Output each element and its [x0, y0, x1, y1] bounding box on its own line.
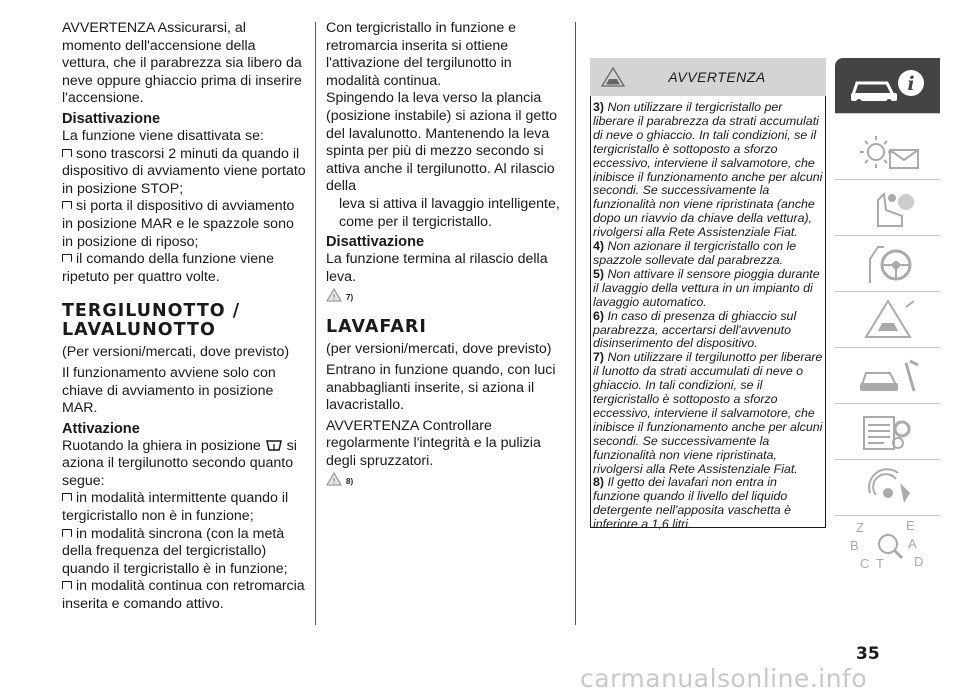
column-divider	[575, 22, 576, 625]
bullet-icon	[62, 201, 72, 209]
warning-triangle-icon	[326, 288, 342, 302]
column-middle	[326, 20, 564, 494]
index-letter: D	[913, 554, 923, 569]
warning-item: 7) Non utilizzare il tergilunotto per liberare il lunotto da strati accumulati di neve o ghiaccio. In tali condizioni, se il tergicristallo è sottoposto a sforzo eccessivo, interviene il salvamotore, che inibisce il funzionamento anche per alcuni secondi. Se successivamente la funzionalità non viene ripristinata, rivolgersi alla Rete Assistenziale Fiat.	[593, 350, 823, 476]
heading-disattivazione: Disattivazione	[326, 234, 425, 251]
warning-item: 5) Non attivare il sensore pioggia durante il lavaggio della vettura in un impianto di lavaggio automatico.	[593, 266, 820, 309]
watermark: carmanualsonline.info	[580, 664, 868, 692]
paragraph: La funzione termina al rilascio della leva.	[326, 251, 548, 285]
warning-text	[593, 101, 824, 532]
specs-gear-icon[interactable]	[835, 404, 940, 460]
lights-warning-icon[interactable]	[835, 124, 940, 180]
index-letter: A	[907, 536, 917, 551]
index-letter: C	[859, 556, 869, 571]
car-warning-icon	[600, 66, 626, 88]
list-item: in modalità continua con retromarcia inserita e comando attivo.	[62, 578, 305, 613]
warning-item: 8) Il getto dei lavafari non entra in funzione quando il livello del liquido detergente nell'apposita vaschetta è inferiore a 1,6 litri.	[593, 475, 792, 532]
svg-text:i: i	[906, 72, 915, 95]
heading-disattivazione: Disattivazione	[62, 110, 161, 127]
warning-road-icon[interactable]	[835, 292, 940, 348]
paragraph: Con tergicristallo in funzione e retromarcia inserita si ottiene l'attivazione del tergilunotto in modalità continua.	[326, 20, 517, 89]
car-info-icon[interactable]	[835, 58, 940, 114]
paragraph: (Per versioni/mercati, dove previsto)	[62, 344, 290, 361]
column-left	[62, 20, 306, 614]
warning-reference: ! 7)	[326, 288, 564, 302]
paragraph: (per versioni/mercati, dove previsto)	[326, 341, 552, 358]
list-item: in modalità sincrona (con la metà della frequenza del tergicristallo) quando il tergicristallo è in funzione;	[62, 525, 288, 577]
page-number: 35	[856, 644, 880, 664]
svg-text:!: !	[332, 293, 336, 303]
warning-item: 6) In caso di presenza di ghiaccio sul parabrezza, accertarsi dell'avvenuto disinserimento del dispositivo.	[593, 308, 797, 351]
bullet-icon	[62, 529, 72, 537]
car-service-icon[interactable]	[835, 348, 940, 404]
warning-header	[590, 58, 826, 96]
index-letter: B	[849, 538, 859, 553]
index-letter: E	[905, 518, 915, 533]
list-item: in modalità intermittente quando il tergicristallo non è in funzione;	[62, 490, 289, 525]
paragraph: La funzione viene disattivata se:	[62, 127, 264, 144]
heading-lavafari: LAVAFARI	[326, 317, 427, 338]
bullet-icon	[62, 493, 72, 501]
list-item: il comando della funzione viene ripetuto per quattro volte.	[62, 251, 274, 285]
bullet-icon	[62, 149, 72, 157]
column-divider	[315, 22, 316, 625]
paragraph: AVVERTENZA Controllare regolarmente l'integrità e la pulizia degli spruzzatori.	[326, 417, 541, 469]
media-nav-icon[interactable]	[835, 460, 940, 516]
paragraph: leva si attiva il lavaggio intelligente, come per il tergicristallo.	[339, 195, 560, 230]
warning-triangle-icon	[326, 472, 342, 486]
rear-wiper-icon	[265, 438, 283, 452]
steering-wheel-icon[interactable]	[835, 236, 940, 292]
paragraph: Spingendo la leva verso la plancia (posizione instabile) si aziona il getto del lavalunotto. Mantenendo la leva spinta per più di mezzo secondo si attiva anche il tergilunotto. Al rilascio della	[326, 90, 558, 195]
warning-item: 4) Non azionare il tergicristallo con le spazzole sollevate dal parabrezza.	[593, 239, 797, 267]
list-item: si porta il dispositivo di avviamento in posizione MAR e le spazzole sono in posizione di riposo;	[62, 198, 295, 250]
intro-warning-paragraph: AVVERTENZA Assicurarsi, al momento dell'accensione della vettura, che il parabrezza sia libero da neve oppure ghiaccio prima di inserire l'accensione.	[62, 20, 302, 107]
paragraph: Entrano in funzione quando, con luci anabbaglianti inserite, si aziona il lavacristallo.	[326, 361, 556, 414]
heading-attivazione: Attivazione	[62, 420, 140, 437]
warning-reference: ! 8)	[326, 472, 564, 486]
heading-tergilunotto: TERGILUNOTTO / LAVALUNOTTO	[62, 301, 241, 341]
warning-item: 3) Non utilizzare il tergicristallo per liberare il parabrezza da strati accumulati di neve o ghiaccio. In tali condizioni, se il tergicristallo è sottoposto a sforzo eccessivo, interviene il salvamotore, che inibisce il funzionamento anche per alcuni secondi. Se successivamente la funzionalità non viene ripristinata (anche dopo un riavvio da chiave della vettura), rivolgersi alla Rete Assistenziale Fiat.	[593, 100, 823, 240]
chapter-sidebar	[835, 58, 940, 618]
warning-title: AVVERTENZA	[668, 69, 766, 85]
paragraph: Il funzionamento avviene solo con chiave di avviamento in posizione MAR.	[62, 364, 276, 417]
bullet-icon	[62, 581, 72, 589]
index-letter: Z	[855, 520, 864, 535]
index-letter: T	[875, 556, 884, 571]
index-letters-icon[interactable]	[835, 516, 940, 572]
svg-text:!: !	[332, 477, 336, 487]
list-item: sono trascorsi 2 minuti da quando il dispositivo di avviamento viene portato in posizione STOP;	[62, 145, 306, 197]
paragraph: Ruotando la ghiera in posizione si aziona il tergilunotto secondo quanto segue:	[62, 437, 297, 489]
airbag-seat-icon[interactable]	[835, 180, 940, 236]
bullet-icon	[62, 254, 72, 262]
